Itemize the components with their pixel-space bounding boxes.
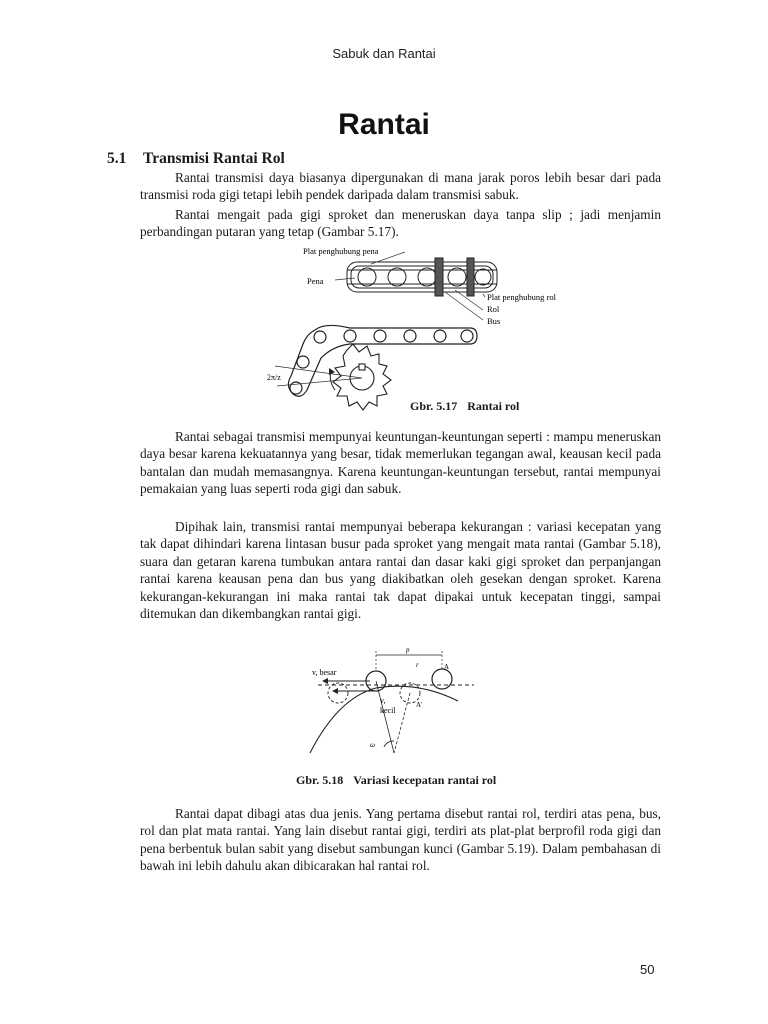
chapter-title: Rantai — [338, 108, 430, 141]
label-A: A — [444, 663, 450, 671]
label-p: p — [406, 646, 410, 654]
page-number: 50 — [640, 962, 655, 977]
figure1-caption — [410, 399, 519, 414]
label-r: r — [416, 661, 419, 669]
figure2-caption — [296, 773, 496, 788]
sprocket — [333, 344, 391, 410]
label-plat-rol: Plat penghubung rol — [487, 292, 556, 302]
label-pena: Pena — [307, 276, 324, 286]
label-omega: ω — [370, 741, 375, 749]
figure2-label: Gbr. 5.18 — [296, 773, 344, 787]
label-rol: Rol — [487, 304, 500, 314]
section-number: 5.1 — [107, 150, 127, 167]
section-title: Transmisi Rantai Rol — [143, 150, 285, 167]
chain-side-view — [347, 258, 497, 296]
figure2-caption-text: Variasi kecepatan rantai rol — [353, 773, 497, 787]
velocity-variation-figure — [298, 643, 478, 758]
label-A-prime: A' — [416, 701, 423, 709]
section-heading — [107, 150, 285, 168]
paragraph-3: Rantai sebagai transmisi mempunyai keuntungan-keuntungan seperti : mampu meneruskan daya besar karena kekuatannya yang besar, tidak memerlukan tegangan awal, keausan kecil pada bantalan dan mudah memasangnya. Karena keuntungan-keuntungan tersebut, rantai mempunyai pemakaian yang luas seperti roda gigi dan sabuk. — [140, 429, 661, 497]
label-kecil: kecil — [380, 706, 396, 715]
paragraph-2: Rantai mengait pada gigi sproket dan meneruskan daya tanpa slip ; jadi menjamin perbandingan putaran yang tetap (Gambar 5.17). — [140, 207, 661, 240]
figure1-label: Gbr. 5.17 — [410, 399, 458, 413]
label-plat-pena: Plat penghubung pena — [303, 246, 379, 256]
figure1-caption-text: Rantai rol — [467, 399, 520, 413]
paragraph-1: Rantai transmisi daya biasanya dipergunakan di mana jarak poros lebih besar dari pada transmisi roda gigi tetapi lebih pendek daripada dalam transmisi sabuk. — [140, 170, 661, 203]
paragraph-4: Dipihak lain, transmisi rantai mempunyai beberapa kekurangan : variasi kecepatan yang tak dapat dihindari karena lintasan busur pada sproket yang mengait mata rantai (Gambar 5.18), suara dan getaran karena tumbukan antara rantai dan dasar kaki gigi sproket dan perpanjangan rantai karena keausan pena dan bus yang diakibatkan oleh gesekan dengan sproket. Karena kekurangan-kekurangan ini maka rantai tak dapat dipakai untuk kecepatan tinggi, sampai ditemukan dan dikembangkan rantai gigi. — [140, 519, 661, 622]
label-v-besar: v, besar — [312, 668, 337, 677]
label-v-kecil-sym: v, — [380, 696, 386, 705]
label-angle: 2π/z — [267, 373, 281, 382]
label-bus: Bus — [487, 316, 501, 326]
roller-solid-right — [432, 669, 452, 689]
running-header: Sabuk dan Rantai — [332, 46, 436, 61]
roller-chain-figure — [255, 240, 575, 420]
paragraph-5: Rantai dapat dibagi atas dua jenis. Yang pertama disebut rantai rol, terdiri atas pena, bus, rol dan plat mata rantai. Yang lain disebut rantai gigi, terdiri ats plat-plat berprofil roda gigi dan pena berbentuk bulan sabit yang disebut sambungan kunci (Gambar 5.19). Dalam pembahasan di bawah ini lebih dahulu akan dibicarakan hal rantai rol. — [140, 806, 661, 874]
